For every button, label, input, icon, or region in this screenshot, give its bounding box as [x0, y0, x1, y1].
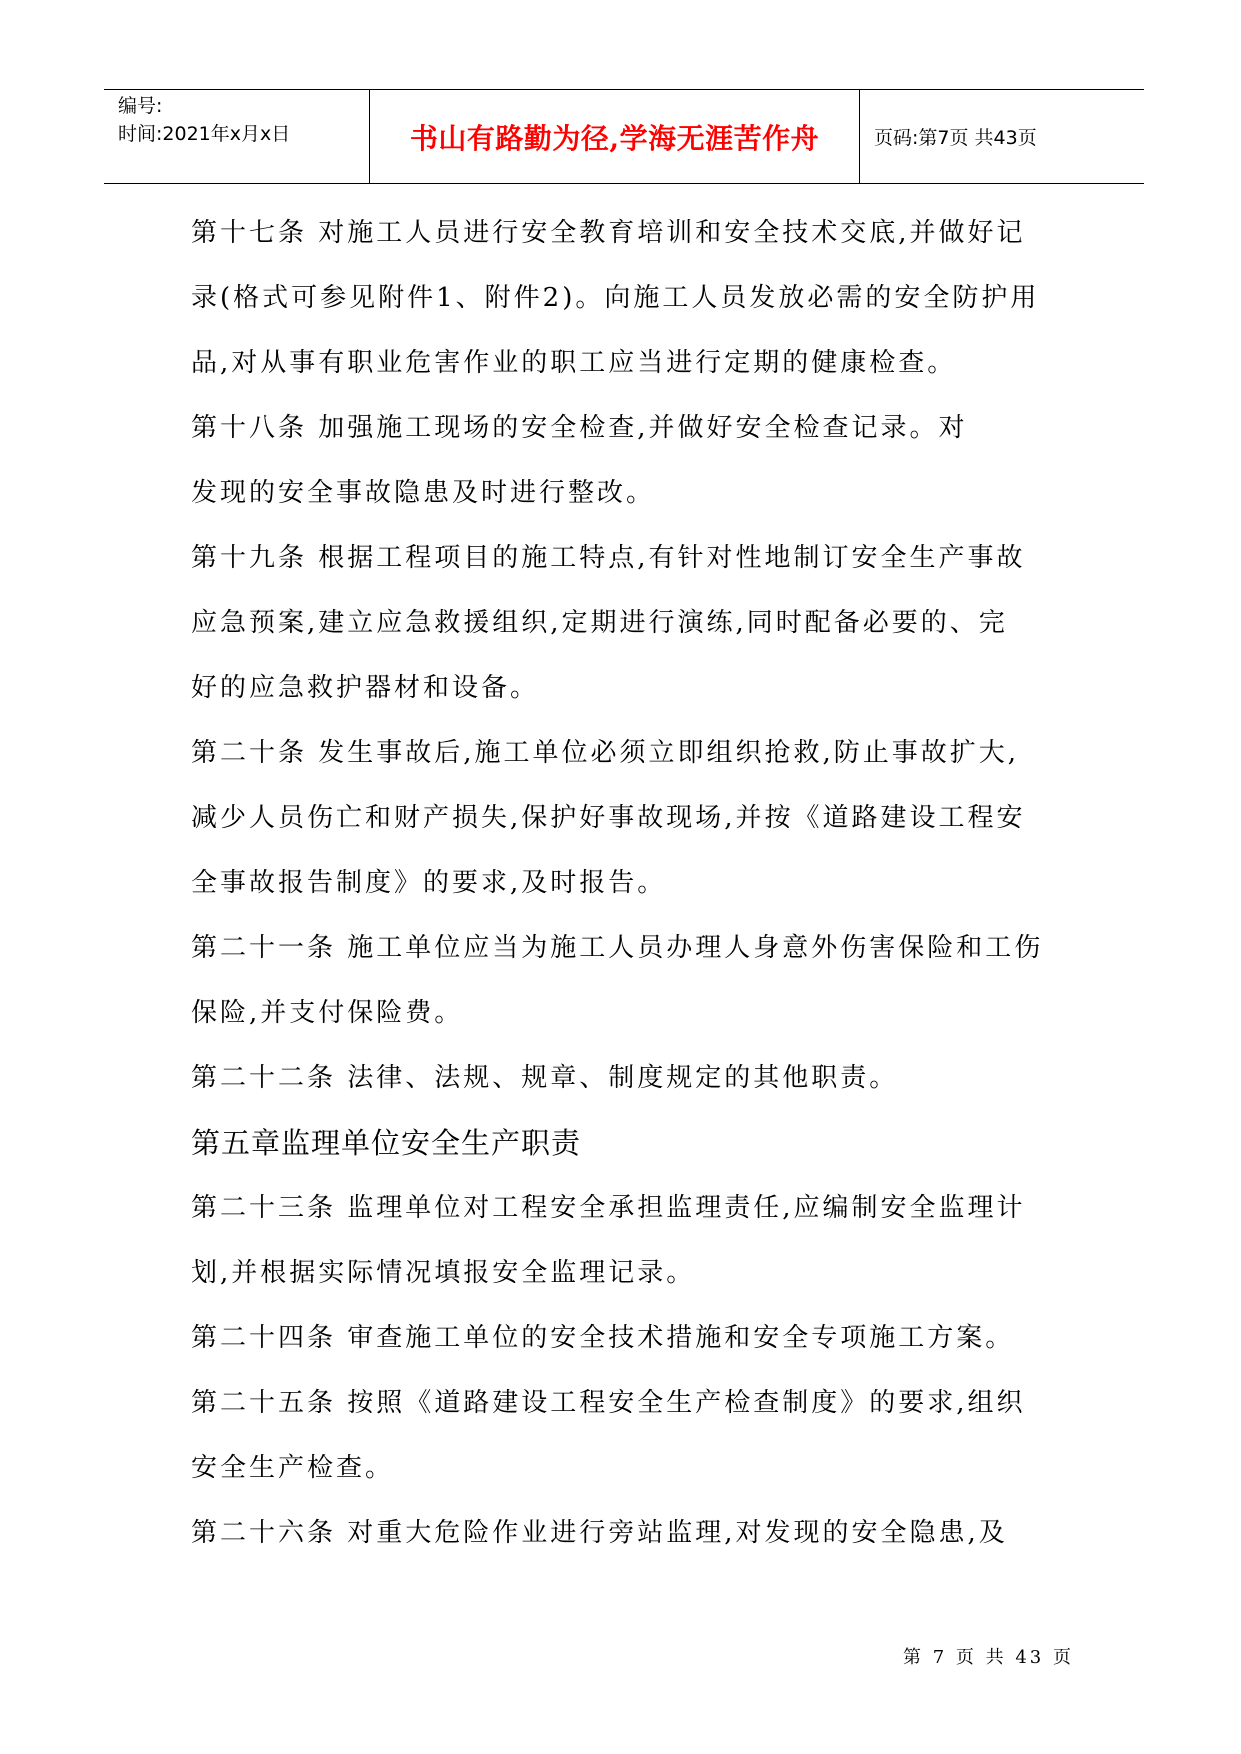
- body-line: 划,并根据实际情况填报安全监理记录。: [191, 1258, 696, 1288]
- header-page-cell: [860, 90, 1144, 183]
- header-table: [104, 89, 1144, 184]
- body-line: 第二十四条 审查施工单位的安全技术措施和安全专项施工方案。: [191, 1323, 1015, 1353]
- body-line: 第二十一条 施工单位应当为施工人员办理人身意外伤害保险和工伤: [191, 933, 1044, 963]
- body-line: 第十七条 对施工人员进行安全教育培训和安全技术交底,并做好记: [191, 218, 1026, 248]
- body-line: 好的应急救护器材和设备。: [191, 673, 540, 703]
- body-line: 应急预案,建立应急救援组织,定期进行演练,同时配备必要的、完: [191, 608, 1008, 638]
- body-line: 第二十二条 法律、法规、规章、制度规定的其他职责。: [191, 1063, 899, 1093]
- document-time-label: 时间:2021年x月x日: [118, 123, 291, 145]
- body-line: 保险,并支付保险费。: [191, 998, 464, 1028]
- page-footer: 第 7 页 共 43 页: [903, 1647, 1074, 1668]
- body-line: 减少人员伤亡和财产损失,保护好事故现场,并按《道路建设工程安: [191, 803, 1026, 833]
- header-motto-cell: [370, 90, 860, 183]
- body-line: 品,对从事有职业危害作业的职工应当进行定期的健康检查。: [191, 348, 957, 378]
- header-meta-cell: [104, 90, 370, 183]
- body-line: 安全生产检查。: [191, 1453, 395, 1483]
- body-line: 全事故报告制度》的要求,及时报告。: [191, 868, 667, 898]
- body-line: 第二十五条 按照《道路建设工程安全生产检查制度》的要求,组织: [191, 1388, 1026, 1418]
- page-info: 页码:第7页 共43页: [874, 127, 1037, 149]
- body-line: 第十九条 根据工程项目的施工特点,有针对性地制订安全生产事故: [191, 543, 1026, 573]
- body-line: 第二十三条 监理单位对工程安全承担监理责任,应编制安全监理计: [191, 1193, 1026, 1223]
- document-number-label: 编号:: [118, 95, 163, 117]
- body-line: 第二十条 发生事故后,施工单位必须立即组织抢救,防止事故扩大,: [191, 738, 1020, 768]
- body-line: 录(格式可参见附件1、附件2)。向施工人员发放必需的安全防护用: [191, 283, 1040, 313]
- body-line: 第二十六条 对重大危险作业进行旁站监理,对发现的安全隐患,及: [191, 1518, 1008, 1548]
- motto-text: 书山有路勤为径,学海无涯苦作舟: [409, 121, 820, 155]
- body-line: 发现的安全事故隐患及时进行整改。: [191, 478, 656, 508]
- body-line: 第十八条 加强施工现场的安全检查,并做好安全检查记录。对: [191, 413, 968, 443]
- chapter-heading: 第五章监理单位安全生产职责: [191, 1126, 582, 1160]
- document-body: [191, 214, 1071, 1579]
